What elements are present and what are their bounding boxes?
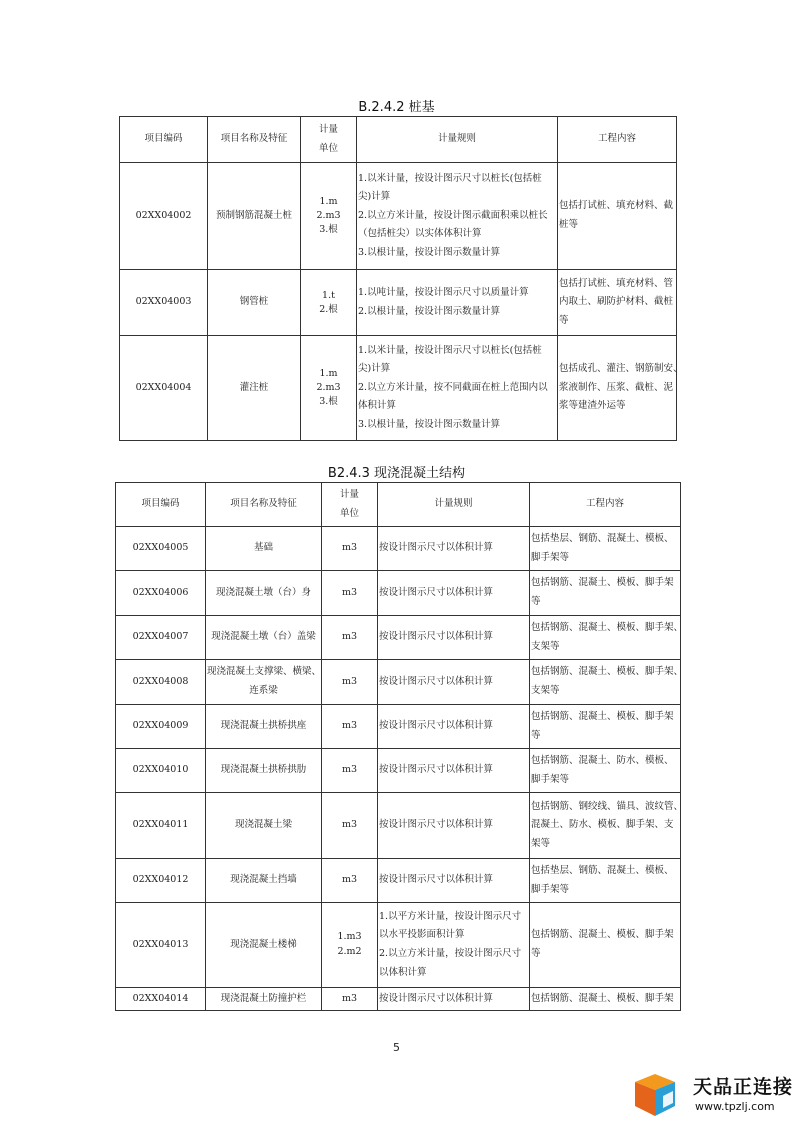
cell-unit: m3	[322, 988, 378, 1011]
header-content: 工程内容	[558, 117, 677, 163]
cell-code: 02XX04014	[116, 988, 206, 1011]
cell-content: 包括打试桩、填充材料、管 内取土、刷防护材料、截桩 等	[558, 270, 677, 336]
cell-unit: m3	[322, 705, 378, 749]
cell-rule: 按设计图示尺寸以体积计算	[378, 988, 530, 1011]
cell-rule: 1.以米计量，按设计图示尺寸以桩长(包括桩 尖)计算 2.以立方米计量，按不同截面在桩上范围内以 体积计算 3.以根计量，按设计图示数量计算	[357, 336, 558, 441]
cell-name: 灌注桩	[208, 336, 301, 441]
table-row	[120, 270, 677, 336]
cell-content: 包括钢筋、混凝土、模板、脚手架 等	[530, 571, 681, 616]
cell-name: 现浇混凝土挡墙	[206, 859, 322, 903]
cell-code: 02XX04012	[116, 859, 206, 903]
table-row	[116, 749, 681, 793]
cell-unit: m3	[322, 660, 378, 705]
cell-rule: 1.以吨计量，按设计图示尺寸以质量计算 2.以根计量，按设计图示数量计算	[357, 270, 558, 336]
table1-caption: B.2.4.2 桩基	[358, 100, 435, 115]
cell-name: 基础	[206, 527, 322, 571]
cell-code: 02XX04011	[116, 793, 206, 859]
cell-content: 包括钢筋、钢绞线、锚具、波纹管、 混凝土、防水、模板、脚手架、支 架等	[530, 793, 681, 859]
cell-unit: m3	[322, 793, 378, 859]
cell-content: 包括垫层、钢筋、混凝土、模板、 脚手架等	[530, 527, 681, 571]
header-rule: 计量规则	[357, 117, 558, 163]
cell-unit: m3	[322, 859, 378, 903]
table-row	[120, 336, 677, 441]
cell-rule: 按设计图示尺寸以体积计算	[378, 571, 530, 616]
cell-code: 02XX04003	[120, 270, 208, 336]
cell-name: 钢管桩	[208, 270, 301, 336]
cell-unit: m3	[322, 749, 378, 793]
cell-code: 02XX04002	[120, 163, 208, 270]
watermark-url: www.tpzlj.com	[695, 1100, 775, 1113]
header-name: 项目名称及特征	[206, 483, 322, 527]
cell-rule: 按设计图示尺寸以体积计算	[378, 527, 530, 571]
cell-content: 包括成孔、灌注、钢筋制安、 浆液制作、压浆、截桩、泥 浆等建渣外运等	[558, 336, 677, 441]
header-unit: 计量 单位	[301, 117, 357, 163]
cell-code: 02XX04013	[116, 903, 206, 988]
cell-code: 02XX04006	[116, 571, 206, 616]
cell-unit: m3	[322, 616, 378, 660]
cell-name: 现浇混凝土拱桥拱座	[206, 705, 322, 749]
cell-code: 02XX04009	[116, 705, 206, 749]
cell-rule: 按设计图示尺寸以体积计算	[378, 616, 530, 660]
cell-name: 现浇混凝土楼梯	[206, 903, 322, 988]
cell-name: 预制钢筋混凝土桩	[208, 163, 301, 270]
header-code: 项目编码	[120, 117, 208, 163]
table-cast-concrete	[115, 482, 684, 1011]
cell-name: 现浇混凝土梁	[206, 793, 322, 859]
cell-unit: 1.t 2.根	[301, 270, 357, 336]
cell-name: 现浇混凝土墩（台）身	[206, 571, 322, 616]
cell-code: 02XX04008	[116, 660, 206, 705]
cell-rule: 1.以平方米计量，按设计图示尺寸 以水平投影面积计算 2.以立方米计量，按设计图示尺寸 以体积计算	[378, 903, 530, 988]
header-unit: 计量 单位	[322, 483, 378, 527]
cell-code: 02XX04004	[120, 336, 208, 441]
cell-content: 包括钢筋、混凝土、模板、脚手架	[530, 988, 681, 1011]
cell-unit: 1.m 2.m3 3.根	[301, 336, 357, 441]
cell-content: 包括钢筋、混凝土、模板、脚手架、 支架等	[530, 616, 681, 660]
header-content: 工程内容	[530, 483, 681, 527]
table-row	[116, 903, 681, 988]
table-row	[120, 163, 677, 270]
table-row	[116, 571, 681, 616]
cell-name: 现浇混凝土支撑梁、横梁、 连系梁	[206, 660, 322, 705]
cell-unit: m3	[322, 527, 378, 571]
cell-content: 包括垫层、钢筋、混凝土、模板、 脚手架等	[530, 859, 681, 903]
cell-content: 包括钢筋、混凝土、防水、模板、 脚手架等	[530, 749, 681, 793]
header-name: 项目名称及特征	[208, 117, 301, 163]
cell-content: 包括钢筋、混凝土、模板、脚手架 等	[530, 705, 681, 749]
table-row	[116, 705, 681, 749]
cell-unit: m3	[322, 571, 378, 616]
cell-content: 包括钢筋、混凝土、模板、脚手架 等	[530, 903, 681, 988]
table-row	[116, 660, 681, 705]
cell-rule: 按设计图示尺寸以体积计算	[378, 749, 530, 793]
site-watermark	[633, 1070, 793, 1120]
cell-code: 02XX04007	[116, 616, 206, 660]
table-row	[116, 988, 681, 1011]
watermark-name: 天品正连接	[693, 1076, 793, 1098]
cell-name: 现浇混凝土防撞护栏	[206, 988, 322, 1011]
cell-name: 现浇混凝土拱桥拱肋	[206, 749, 322, 793]
cell-unit: 1.m 2.m3 3.根	[301, 163, 357, 270]
cell-name: 现浇混凝土墩（台）盖梁	[206, 616, 322, 660]
cube-logo-icon	[633, 1072, 685, 1120]
cell-content: 包括打试桩、填充材料、截 桩等	[558, 163, 677, 270]
table2-caption: B2.4.3 现浇混凝土结构	[327, 466, 466, 481]
cell-code: 02XX04010	[116, 749, 206, 793]
cell-rule: 按设计图示尺寸以体积计算	[378, 705, 530, 749]
cell-content: 包括钢筋、混凝土、模板、脚手架、 支架等	[530, 660, 681, 705]
cell-rule: 按设计图示尺寸以体积计算	[378, 660, 530, 705]
cell-unit: 1.m3 2.m2	[322, 903, 378, 988]
table-row	[116, 616, 681, 660]
cell-rule: 按设计图示尺寸以体积计算	[378, 793, 530, 859]
table-pile-foundation	[119, 116, 683, 441]
header-rule: 计量规则	[378, 483, 530, 527]
cell-rule: 按设计图示尺寸以体积计算	[378, 859, 530, 903]
cell-code: 02XX04005	[116, 527, 206, 571]
header-code: 项目编码	[116, 483, 206, 527]
table-row	[116, 793, 681, 859]
page-number: 5	[393, 1041, 400, 1054]
table-row	[116, 527, 681, 571]
table-row	[116, 859, 681, 903]
cell-rule: 1.以米计量，按设计图示尺寸以桩长(包括桩 尖)计算 2.以立方米计量，按设计图示截面积乘以桩长 （包括桩尖）以实体体积计算 3.以根计量，按设计图示数量计算	[357, 163, 558, 270]
